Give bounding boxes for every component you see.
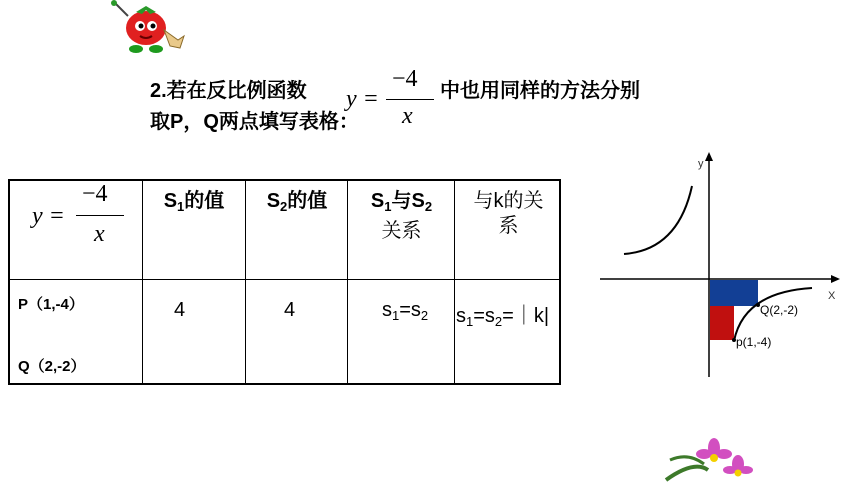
y-axis-label: y <box>698 158 704 170</box>
comparison-table <box>8 179 561 385</box>
table-formula-lhs: y = <box>32 203 65 229</box>
hyperbola-upper-left-branch <box>624 186 692 254</box>
point-p-label: p(1,-4) <box>736 335 772 349</box>
table-row-divider <box>10 279 559 280</box>
rect-p-area <box>710 306 734 340</box>
question-prefix: 2.若在反比例函数 <box>150 80 307 102</box>
table-col-divider <box>454 181 455 383</box>
question-fraction-bar <box>386 99 434 100</box>
header-s1-value: $S_1$的值 <box>163 190 225 214</box>
s1-value: 4 <box>174 299 186 321</box>
header-k-relation: 与k的关 系 <box>473 190 544 237</box>
table-col-divider <box>245 181 246 383</box>
question-formula-denominator: x <box>402 103 413 129</box>
k-relation-value: $s_1=s_2=|k|$ <box>456 305 550 329</box>
table-formula-denominator: x <box>94 221 105 247</box>
orchid-flower-icon <box>664 430 764 484</box>
s1-s2-relation-value: $s_1=s_2$ <box>382 299 429 323</box>
header-s1-s2-relation: $S_1$与$S_2$ 关系 <box>370 190 433 242</box>
question-line-2: 取P，Q两点填写表格： <box>150 111 359 133</box>
row-label-q: Q（2,-2） <box>18 358 86 375</box>
s2-value: 4 <box>284 299 296 321</box>
question-formula-numerator: −4 <box>392 66 418 92</box>
x-axis-arrow-icon <box>831 275 840 283</box>
tomato-mascot-icon <box>100 0 190 58</box>
table-col-divider <box>142 181 143 383</box>
table-col-divider <box>347 181 348 383</box>
hyperbola-graph <box>596 148 846 380</box>
question-formula-lhs: y = <box>346 86 379 112</box>
header-s2-value: $S_2$的值 <box>266 190 328 214</box>
row-label-p: P（1,-4） <box>18 296 84 313</box>
rect-q-area <box>710 280 758 306</box>
table-formula-numerator: −4 <box>82 181 108 207</box>
y-axis-arrow-icon <box>705 152 713 161</box>
question-line-1-suffix: 中也用同样的方法分别 <box>440 80 640 102</box>
question-line-1 <box>150 74 307 103</box>
x-axis-label: X <box>828 290 836 302</box>
point-q-label: Q(2,-2) <box>760 303 799 317</box>
table-fraction-bar <box>76 215 124 216</box>
